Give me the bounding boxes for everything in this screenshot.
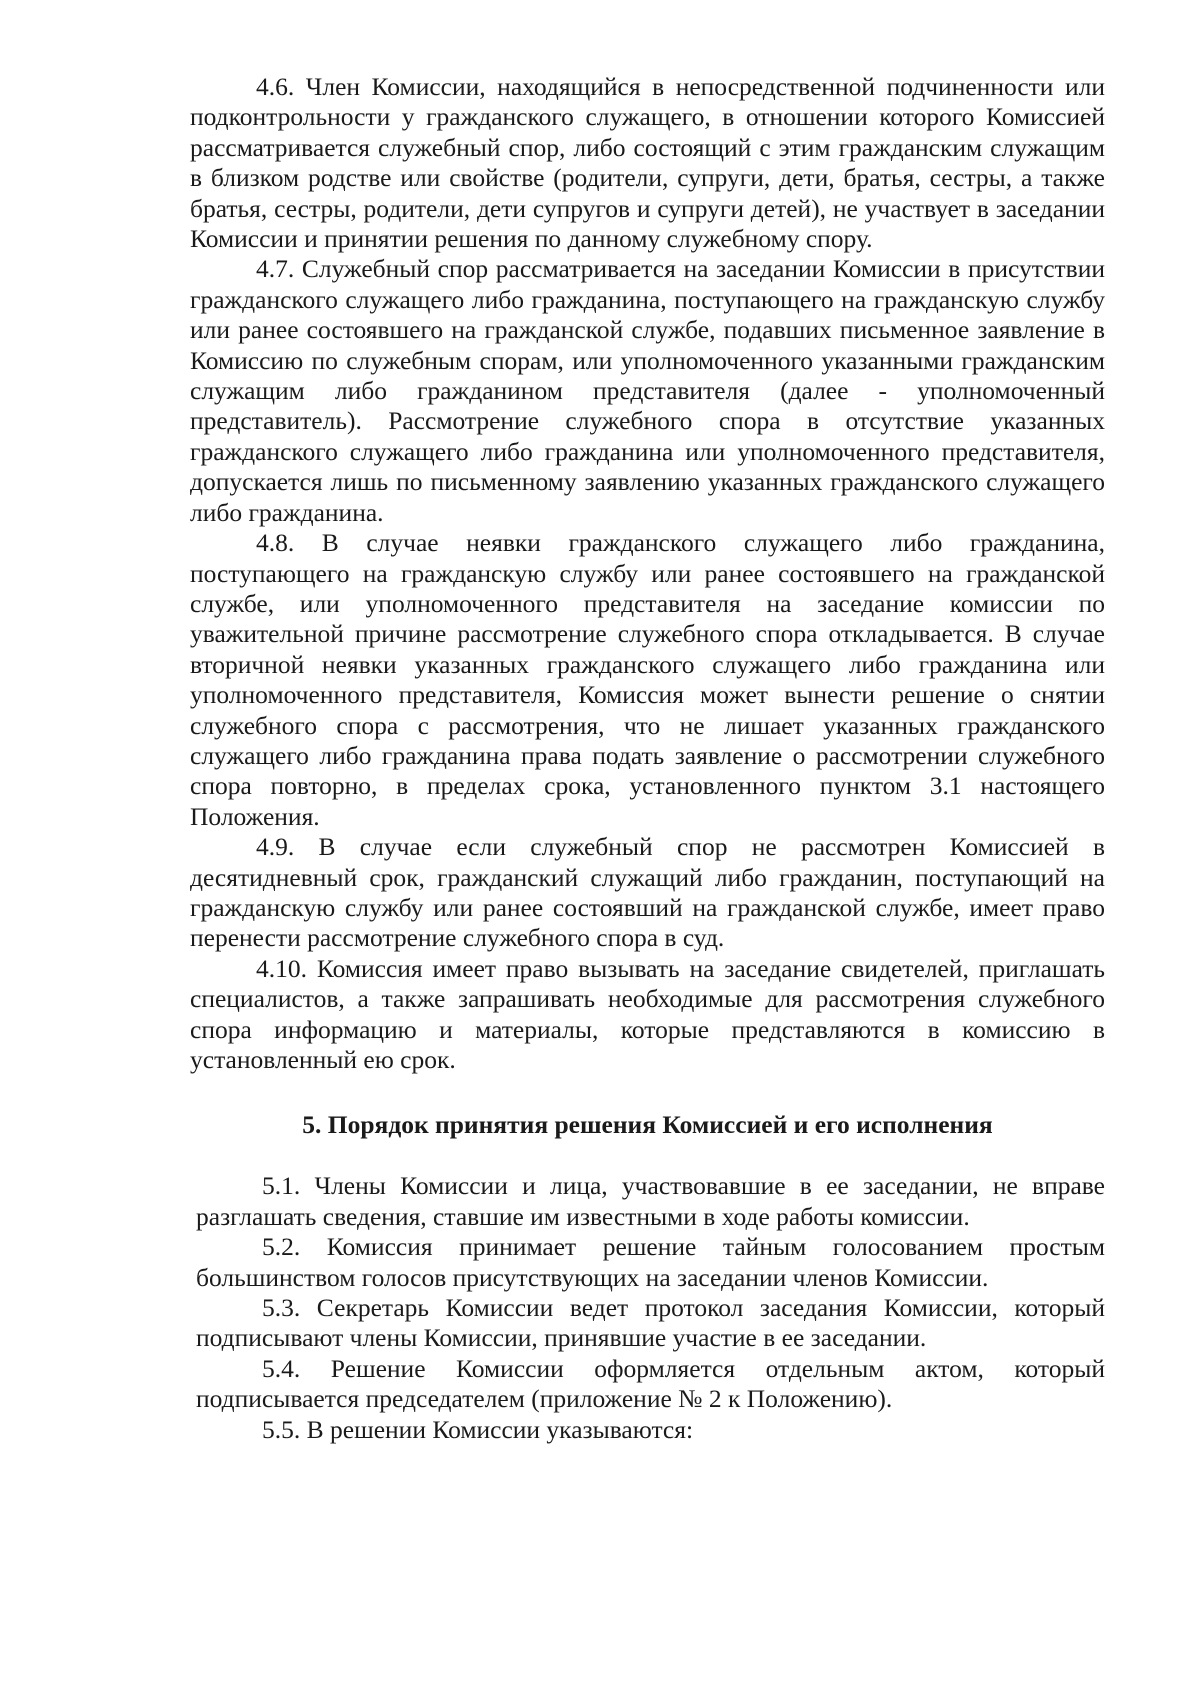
clause-4-9: 4.9. В случае если служебный спор не рассмотрен Комиссией в десятидневный срок, гражданский служащий либо гражданин, поступающий на гражданскую службу или ранее состоявший на гражданской службе, имеет право перенести рассмотрение служебного спора в суд. (190, 832, 1105, 953)
section-5 (196, 1171, 1105, 1445)
clause-4-7: 4.7. Служебный спор рассматривается на заседании Комиссии в присутствии гражданского служащего либо гражданина, поступающего на гражданскую службу или ранее состоявшего на гражданской службе, подавших письменное заявление в Комиссию по служебным спорам, или уполномоченного указанными гражданским служащим либо гражданином представителя (далее - уполномоченный представитель). Рассмотрение служебного спора в отсутствие указанных гражданского служащего либо гражданина или уполномоченного представителя, допускается лишь по письменному заявлению указанных гражданского служащего либо гражданина. (190, 254, 1105, 527)
clause-5-4: 5.4. Решение Комиссии оформляется отдельным актом, который подписывается председателем (приложение № 2 к Положению). (196, 1353, 1105, 1414)
clause-4-8: 4.8. В случае неявки гражданского служащего либо гражданина, поступающего на гражданскую службу или ранее состоявшего на гражданской службе, или уполномоченного представителя на заседание комиссии по уважительной причине рассмотрение служебного спора откладывается. В случае вторичной неявки указанных гражданского служащего либо гражданина или уполномоченного представителя, Комиссия может вынести решение о снятии служебного спора с рассмотрения, что не лишает указанных гражданского служащего либо гражданина права подать заявление о рассмотрении служебного спора повторно, в пределах срока, установленного пунктом 3.1 настоящего Положения. (190, 528, 1105, 831)
section-4-continued (190, 72, 1105, 1075)
clause-4-6: 4.6. Член Комиссии, находящийся в непосредственной подчиненности или подконтрольности у гражданского служащего, в отношении которого Комиссией рассматривается служебный спор, либо состоящий с этим гражданским служащим в близком родстве или свойстве (родители, супруги, дети, братья, сестры, а также братья, сестры, родители, дети супругов и супруги детей), не участвует в заседании Комиссии и принятии решения по данному служебному спору. (190, 72, 1105, 254)
clause-4-10: 4.10. Комиссия имеет право вызывать на заседание свидетелей, приглашать специалистов, а также запрашивать необходимые для рассмотрения служебного спора информацию и материалы, которые представляются в комиссию в установленный ею срок. (190, 953, 1105, 1074)
clause-5-5: 5.5. В решении Комиссии указываются: (262, 1414, 694, 1444)
document-page (190, 72, 1105, 1445)
section-5-heading: 5. Порядок принятия решения Комиссией и его исполнения (302, 1110, 993, 1140)
clause-5-3: 5.3. Секретарь Комиссии ведет протокол заседания Комиссии, который подписывают члены Комиссии, принявшие участие в ее заседании. (196, 1293, 1105, 1353)
clause-5-2: 5.2. Комиссия принимает решение тайным голосованием простым большинством голосов присутствующих на заседании членов Комиссии. (196, 1232, 1105, 1292)
clause-5-1: 5.1. Члены Комиссии и лица, участвовавшие в ее заседании, не вправе разглашать сведения, ставшие им известными в ходе работы комиссии. (196, 1171, 1105, 1231)
